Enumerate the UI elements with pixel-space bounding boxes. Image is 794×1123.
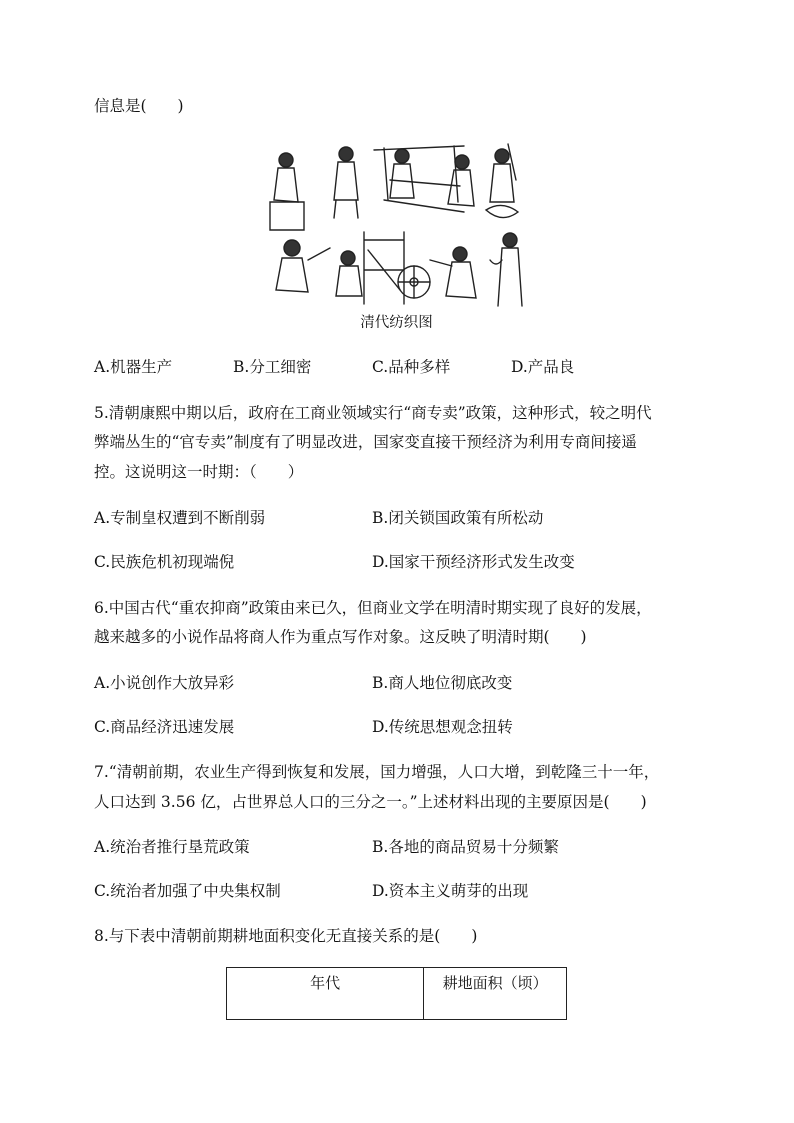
q4-stem-tail: 信息是( ) xyxy=(94,97,184,115)
q4-option-d: D.产品良 xyxy=(511,358,575,376)
q6-stem-line-2: 越来越多的小说作品将商人作为重点写作对象。这反映了明清时期( ) xyxy=(94,628,587,646)
q6-option-a: A.小说创作大放异彩 xyxy=(94,674,235,692)
q4-option-a: A.机器生产 xyxy=(94,358,173,376)
textile-illustration xyxy=(264,140,529,312)
q7-stem-line-1: 7.“清朝前期，农业生产得到恢复和发展，国力增强，人口大增，到乾隆三十一年， xyxy=(94,763,660,781)
q5-option-b: B.闭关锁国政策有所松动 xyxy=(372,509,544,527)
q5-option-a: A.专制皇权遭到不断削弱 xyxy=(94,509,266,527)
q4-option-c: C.品种多样 xyxy=(372,358,451,376)
q5-stem-line-3: 控。这说明这一时期：（ ） xyxy=(94,463,304,481)
q7-option-c: C.统治者加强了中央集权制 xyxy=(94,882,281,900)
table-header-era: 年代 xyxy=(227,968,424,1020)
q5-option-d: D.国家干预经济形式发生改变 xyxy=(372,553,575,571)
q7-option-a: A.统治者推行垦荒政策 xyxy=(94,838,250,856)
q5-option-c: C.民族危机初现端倪 xyxy=(94,553,235,571)
q4-option-b: B.分工细密 xyxy=(233,358,312,376)
q6-stem-line-1: 6.中国古代“重农抑商”政策由来已久，但商业文学在明清时期实现了良好的发展， xyxy=(94,599,652,617)
table-header-row xyxy=(227,968,567,1020)
q7-option-d: D.资本主义萌芽的出现 xyxy=(372,882,529,900)
q7-option-b: B.各地的商品贸易十分频繁 xyxy=(372,838,559,856)
farmland-table xyxy=(226,967,567,1020)
q6-option-d: D.传统思想观念扭转 xyxy=(372,718,513,736)
q5-stem-line-1: 5.清朝康熙中期以后，政府在工商业领域实行“商专卖”政策，这种形式，较之明代 xyxy=(94,404,652,422)
figure-caption: 清代纺织图 xyxy=(360,315,433,331)
q5-stem-line-2: 弊端丛生的“官专卖”制度有了明显改进，国家变直接干预经济为利用专商间接遥 xyxy=(94,433,637,451)
q8-stem: 8.与下表中清朝前期耕地面积变化无直接关系的是( ) xyxy=(94,927,478,945)
table-header-farmland-area: 耕地面积（顷） xyxy=(424,968,567,1020)
q6-option-c: C.商品经济迅速发展 xyxy=(94,718,235,736)
q7-stem-line-2: 人口达到 3.56 亿，占世界总人口的三分之一。”上述材料出现的主要原因是( ) xyxy=(94,793,647,811)
q6-option-b: B.商人地位彻底改变 xyxy=(372,674,513,692)
